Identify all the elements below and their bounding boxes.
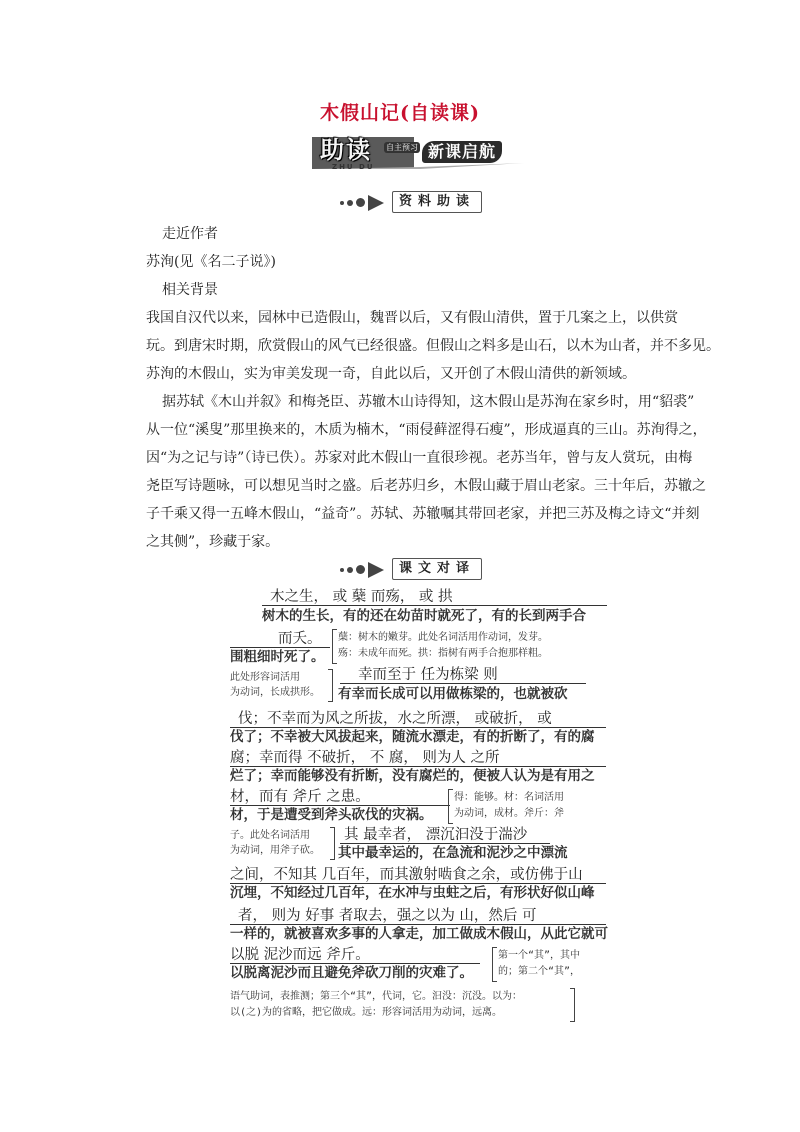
underline bbox=[340, 683, 586, 684]
paragraph-line: 子千乘又得一五峰木假山，“益奇”。苏轼、苏辙嘱其带回老家，并把三苏及梅之诗文“并刻 bbox=[146, 506, 700, 522]
annotation: 殇：未成年而死。拱：指树有两手合抱那样粗。 bbox=[338, 648, 548, 659]
original-line: 腐；幸而得 不破折， 不 腐， 则为人 之所 bbox=[230, 750, 500, 766]
underline bbox=[230, 924, 606, 925]
translation-line: 沉埋，不知经过几百年，在水冲与虫蛀之后，有形状好似山峰 bbox=[230, 885, 595, 901]
underline bbox=[230, 883, 606, 884]
paragraph-line: 之其侧”，珍藏于家。 bbox=[146, 534, 280, 550]
annotation: 语气助词，表推测；第三个“其”，代词，它。汩没：沉没。以为： bbox=[230, 991, 523, 1002]
underline bbox=[230, 766, 606, 767]
section-bar-translation bbox=[340, 558, 500, 580]
section-bar-materials bbox=[340, 191, 500, 213]
note-bracket bbox=[330, 827, 335, 860]
heading-background: 相关背景 bbox=[162, 282, 218, 298]
original-line: 材，而有 斧斤 之患。 bbox=[230, 789, 370, 805]
note-bracket bbox=[332, 629, 337, 664]
section-banner bbox=[310, 133, 526, 173]
original-line: 者， 则为 好事 者取去，强之以为 山，然后 可 bbox=[238, 908, 537, 924]
translation-line: 以脱离泥沙而且避免斧砍刀削的灾难了。 bbox=[230, 965, 473, 981]
annotation: 蘖：树木的嫩芽。此处名词活用作动词，发芽。 bbox=[338, 632, 548, 643]
annotation: 为动词，长成拱形。 bbox=[230, 687, 320, 698]
original-line: 伐；不幸而为风之所拔，水之所漂， 或破折， 或 bbox=[238, 711, 552, 727]
translation-line: 树木的生长，有的还在幼苗时就死了，有的长到两手合 bbox=[262, 608, 586, 624]
original-line: 之间，不知其 几百年，而其激射啮食之余，或仿佛于山 bbox=[230, 867, 583, 883]
section-label: 资料助读 bbox=[392, 191, 482, 213]
underline bbox=[230, 647, 330, 648]
note-bracket bbox=[570, 988, 575, 1022]
note-bracket bbox=[448, 789, 453, 824]
note-bracket bbox=[492, 947, 497, 982]
annotation: 的；第二个“其”， bbox=[498, 966, 581, 977]
dots-arrow-icon bbox=[340, 198, 388, 208]
annotation: 为动词，成材。斧斤：斧 bbox=[454, 808, 564, 819]
original-line: 木之生， 或 蘖 而殇， 或 拱 bbox=[270, 589, 453, 605]
underline bbox=[262, 605, 607, 606]
paragraph-line: 因“为之记与诗”（诗已佚）。苏家对此木假山一直很珍视。老苏当年，曾与友人赏玩，由梅 bbox=[146, 450, 693, 466]
banner-badge: 自主预习 bbox=[386, 143, 418, 152]
section-label: 课文对译 bbox=[392, 558, 482, 580]
note-bracket bbox=[328, 669, 333, 702]
underline bbox=[230, 805, 450, 806]
banner-main-text: 助读 bbox=[320, 135, 372, 164]
annotation: 为动词，用斧子砍。 bbox=[230, 845, 320, 856]
paragraph-line: 从一位“溪叟”那里换来的，木质为楠木，“雨侵藓涩得石瘦”，形成逼真的三山。苏洵得之， bbox=[146, 422, 707, 438]
heading-author: 走近作者 bbox=[162, 226, 218, 242]
original-line: 幸而至于 任为栋梁 则 bbox=[358, 667, 498, 683]
original-line: 以脱 泥沙而远 斧斤。 bbox=[230, 947, 370, 963]
paragraph-line: 苏洵的木假山，实为审美发现一奇，自此以后，又开创了木假山清供的新领域。 bbox=[146, 366, 636, 382]
translation-line: 其中最幸运的，在急流和泥沙之中漂流 bbox=[338, 845, 568, 861]
annotation: 子。此处名词活用 bbox=[230, 830, 310, 841]
translation-line: 材，于是遭受到斧头砍伐的灾祸。 bbox=[230, 807, 433, 823]
paragraph-line: 据苏轼《木山并叙》和梅尧臣、苏辙木山诗得知，这木假山是苏洵在家乡时，用“貂裘” bbox=[162, 394, 695, 410]
annotation: 得：能够。材：名词活用 bbox=[454, 792, 564, 803]
underline bbox=[230, 963, 480, 964]
underline bbox=[340, 843, 550, 844]
banner-subtitle: 新课启航 bbox=[422, 141, 502, 163]
original-line: 而夭。 bbox=[278, 631, 322, 647]
annotation: 此处形容词活用 bbox=[230, 672, 300, 683]
translation-line: 有幸而长成可以用做栋梁的，也就被砍 bbox=[338, 686, 568, 702]
paragraph-line: 玩。到唐宋时期，欣赏假山的风气已经很盛。但假山之料多是山石，以木为山者，并不多见。 bbox=[146, 338, 720, 354]
original-line: 其 最幸者， 漂沉汩没于湍沙 bbox=[344, 827, 528, 843]
paragraph-line: 我国自汉代以来，园林中已造假山，魏晋以后，又有假山清供，置于几案之上，以供赏 bbox=[146, 310, 678, 326]
translation-line: 一样的，就被喜欢多事的人拿走，加工做成木假山，从此它就可 bbox=[230, 926, 608, 942]
page-title: 木假山记(自读课) bbox=[320, 102, 480, 124]
translation-line: 围粗细时死了。 bbox=[230, 649, 325, 665]
author-line: 苏洵(见《名二子说》) bbox=[146, 254, 276, 270]
translation-line: 烂了；幸而能够没有折断，没有腐烂的，便被人认为是有用之 bbox=[230, 768, 595, 784]
translation-line: 伐了；不幸被大风拔起来，随流水漂走，有的折断了，有的腐 bbox=[230, 729, 595, 745]
annotation: 以(之)为的省略，把它做成。远：形容词活用为动词，远离。 bbox=[230, 1007, 503, 1018]
banner-pinyin: ZHU DU bbox=[332, 163, 375, 171]
underline bbox=[230, 727, 606, 728]
dots-arrow-icon bbox=[340, 565, 388, 575]
paragraph-line: 尧臣写诗题咏，可以想见当时之盛。后老苏归乡，木假山藏于眉山老家。三十年后，苏辙之 bbox=[146, 478, 706, 494]
annotation: 第一个“其”，其中 bbox=[498, 950, 581, 961]
